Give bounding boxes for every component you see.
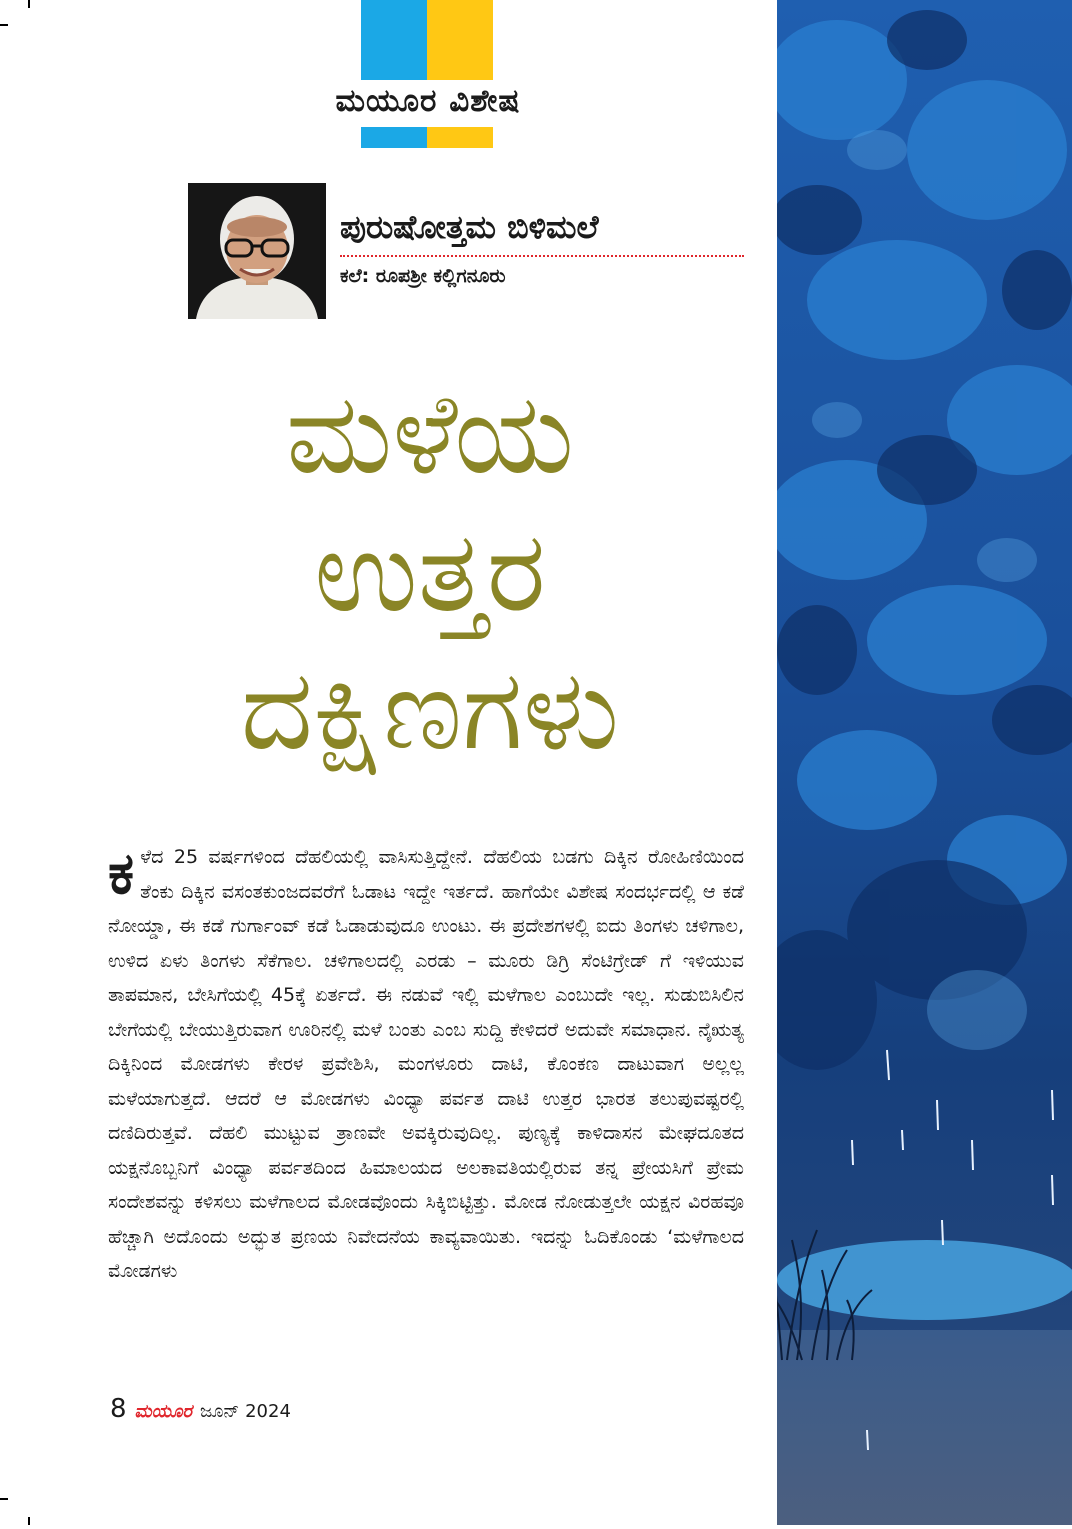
rain-forest-painting — [777, 0, 1072, 1525]
headline-line-1: ಮಳೆಯ — [285, 369, 575, 499]
crop-mark — [0, 1498, 8, 1500]
page-footer — [110, 1394, 291, 1428]
author-portrait-image — [188, 183, 326, 319]
article-text: ಳೆದ 25 ವರ್ಷಗಳಿಂದ ದೆಹಲಿಯಲ್ಲಿ ವಾಸಿಸುತ್ತಿದ್ದೇನೆ. ದೆಹಲಿಯ ಬಡಗು ದಿಕ್ಕಿನ ರೋಹಿಣಿಯಿಂದ ತೆಂಕು ದಿಕ್ಕಿನ ವಸಂತಕುಂಜದವರೆಗೆ ಓಡಾಟ ಇದ್ದೇ ಇರ್ತದೆ. ಹಾಗೆಯೇ ವಿಶೇಷ ಸಂದರ್ಭದಲ್ಲಿ ಆ ಕಡೆ ನೋಯ್ಡಾ, ಈ ಕಡೆ ಗುರ್ಗಾಂವ್ ಕಡೆ ಓಡಾಡುವುದೂ ಉಂಟು. ಈ ಪ್ರದೇಶಗಳಲ್ಲಿ ಐದು ತಿಂಗಳು ಚಳಿಗಾಲ, ಉಳಿದ ಏಳು ತಿಂಗಳು ಸೆಕೆಗಾಲ. ಚಳಿಗಾಲದಲ್ಲಿ ಎರಡು – ಮೂರು ಡಿಗ್ರಿ ಸೆಂಟಿಗ್ರೇಡ್ ಗೆ ಇಳಿಯುವ ತಾಪಮಾನ, ಬೇಸಿಗೆಯಲ್ಲಿ 45ಕ್ಕೆ ಏರ್ತದೆ. ಈ ನಡುವೆ ಇಲ್ಲಿ ಮಳೆಗಾಲ ಎಂಬುದೇ ಇಲ್ಲ. ಸುಡುಬಿಸಿಲಿನ ಬೇಗೆಯಲ್ಲಿ ಬೇಯುತ್ತಿರುವಾಗ ಊರಿನಲ್ಲಿ ಮಳೆ ಬಂತು ಎಂಬ ಸುದ್ದಿ ಕೇಳಿದರೆ ಅದುವೇ ಸಮಾಧಾನ. ನೈಋತ್ಯ ದಿಕ್ಕಿನಿಂದ ಮೋಡಗಳು ಕೇರಳ ಪ್ರವೇಶಿಸಿ, ಮಂಗಳೂರು ದಾಟಿ, ಕೊಂಕಣ ದಾಟುವಾಗ ಅಲ್ಲಲ್ಲ ಮಳೆಯಾಗುತ್ತದೆ. ಆದರೆ ಆ ಮೋಡಗಳು ವಿಂಧ್ಯಾ ಪರ್ವತ ದಾಟಿ ಉತ್ತರ ಭಾರತ ತಲುಪುವಷ್ಟರಲ್ಲಿ ದಣಿದಿರುತ್ತವೆ. ದೆಹಲಿ ಮುಟ್ಟುವ ತ್ರಾಣವೇ ಅವಕ್ಕಿರುವುದಿಲ್ಲ. ಪುಣ್ಯಕ್ಕೆ ಕಾಳಿದಾಸನ ಮೇಘದೂತದ ಯಕ್ಷನೊಬ್ಬನಿಗೆ ವಿಂಧ್ಯಾ ಪರ್ವತದಿಂದ ಹಿಮಾಲಯದ ಅಲಕಾವತಿಯಲ್ಲಿರುವ ತನ್ನ ಪ್ರೇಯಸಿಗೆ ಪ್ರೇಮ ಸಂದೇಶವನ್ನು ಕಳಿಸಲು ಮಳೆಗಾಲದ ಮೋಡವೊಂದು ಸಿಕ್ಕಿಬಿಟ್ಟಿತ್ತು. ಮೋಡ ನೋಡುತ್ತಲೇ ಯಕ್ಷನ ವಿರಹವೂ ಹೆಚ್ಚಾಗಿ ಅದೊಂದು ಅದ್ಭುತ ಪ್ರಣಯ ನಿವೇದನೆಯ ಕಾವ್ಯವಾಯಿತು. ಇದನ್ನು ಓದಿಕೊಂಡು ‘ಮಳೆಗಾಲದ ಮೋಡಗಳು — [108, 846, 744, 1282]
author-divider — [340, 255, 744, 257]
author-name: ಪುರುಷೋತ್ತಮ ಬಿಳಿಮಲೆ — [340, 208, 599, 246]
section-color-strip-blue — [361, 127, 427, 148]
headline-line-3: ದಕ್ಷಿಣಗಳು — [240, 645, 620, 775]
section-color-block-yellow — [427, 0, 493, 80]
crop-mark — [0, 24, 8, 26]
drop-cap: ಕ — [108, 839, 135, 907]
headline-line-2: ಉತ್ತರ — [314, 507, 546, 637]
crop-mark — [28, 1517, 30, 1525]
illustration-credit: ಕಲೆ: ರೂಪಶ್ರೀ ಕಲ್ಲಿಗನೂರು — [340, 265, 506, 287]
crop-mark — [28, 0, 30, 8]
page-number: 8 — [110, 1394, 127, 1424]
section-color-block-blue — [361, 0, 427, 80]
author-photo — [188, 183, 326, 319]
section-color-strip-yellow — [427, 127, 493, 148]
headline — [150, 365, 710, 779]
painting-artwork — [777, 0, 1072, 1525]
magazine-name: ಮಯೂರ — [134, 1401, 192, 1422]
issue-date: ಜೂನ್ 2024 — [199, 1401, 291, 1422]
article-body — [108, 840, 744, 1289]
section-title: ಮಯೂರ ವಿಶೇಷ — [335, 83, 521, 119]
